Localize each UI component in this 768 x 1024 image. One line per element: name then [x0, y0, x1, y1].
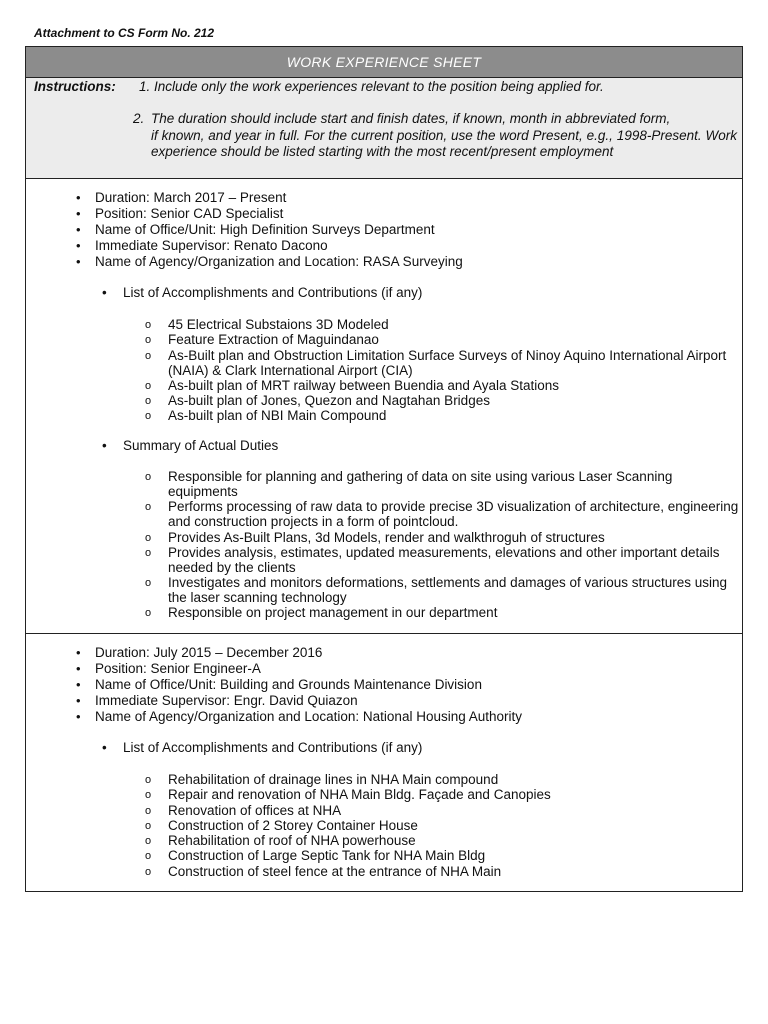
list-item: o Performs processing of raw data to provide precise 3D visualization of architecture, engineering and construction projects in a form of pointcloud.	[144, 499, 740, 529]
experience-supervisor: • Immediate Supervisor: Renato Dacono	[74, 238, 463, 254]
work-experience-sheet	[25, 46, 743, 892]
experience-entry	[26, 634, 742, 892]
list-item: o Repair and renovation of NHA Main Bldg. Façade and Canopies	[144, 787, 740, 802]
experience-position: • Position: Senior Engineer-A	[74, 661, 522, 677]
list-item: o Construction of steel fence at the entrance of NHA Main	[144, 864, 740, 879]
experience-agency: • Name of Agency/Organization and Location: National Housing Authority	[74, 709, 522, 725]
list-item: o Investigates and monitors deformations, settlements and damages of various structures using the laser scanning technology	[144, 575, 740, 605]
list-item: o Construction of 2 Storey Container House	[144, 818, 740, 833]
accomplishments-list	[144, 317, 740, 424]
list-item: o Construction of Large Septic Tank for NHA Main Bldg	[144, 848, 740, 863]
experience-office: • Name of Office/Unit: High Definition Surveys Department	[74, 222, 463, 238]
instruction-item-2-rest: if known, and year in full. For the current position, use the word Present, e.g., 1998-Present. Work experience should be listed starting with the most recent/present employment	[151, 127, 737, 159]
experience-agency: • Name of Agency/Organization and Location: RASA Surveying	[74, 254, 463, 270]
list-item: o Rehabilitation of roof of NHA powerhouse	[144, 833, 740, 848]
list-item: o As-built plan of Jones, Quezon and Nagtahan Bridges	[144, 393, 740, 408]
accomplishments-heading: • List of Accomplishments and Contributions (if any)	[100, 740, 422, 756]
instruction-item-2-number: 2.	[133, 111, 145, 126]
sheet-title: WORK EXPERIENCE SHEET	[26, 47, 742, 78]
list-item: o As-built plan of NBI Main Compound	[144, 408, 740, 423]
instruction-item-2-line1: The duration should include start and finish dates, if known, month in abbreviated form,	[151, 111, 671, 126]
form-attachment-label: Attachment to CS Form No. 212	[34, 26, 215, 40]
list-item: o Renovation of offices at NHA	[144, 803, 740, 818]
list-item: o Feature Extraction of Maguindanao	[144, 332, 740, 347]
experience-details	[74, 645, 522, 725]
list-item: o Responsible on project management in our department	[144, 605, 740, 620]
list-item: o 45 Electrical Substaions 3D Modeled	[144, 317, 740, 332]
experience-position: • Position: Senior CAD Specialist	[74, 206, 463, 222]
list-item: o Provides As-Built Plans, 3d Models, render and walkthroguh of structures	[144, 530, 740, 545]
experience-duration: • Duration: July 2015 – December 2016	[74, 645, 522, 661]
list-item: o Rehabilitation of drainage lines in NHA Main compound	[144, 772, 740, 787]
experience-duration: • Duration: March 2017 – Present	[74, 190, 463, 206]
experience-supervisor: • Immediate Supervisor: Engr. David Quiazon	[74, 693, 522, 709]
list-item: o As-Built plan and Obstruction Limitation Surface Surveys of Ninoy Aquino International Airport (NAIA) & Clark International Airport (CIA)	[144, 348, 740, 378]
experience-entry	[26, 179, 742, 634]
duties-heading: • Summary of Actual Duties	[100, 438, 278, 454]
list-item: o As-built plan of MRT railway between Buendia and Ayala Stations	[144, 378, 740, 393]
instruction-item-2	[133, 111, 737, 161]
duties-list	[144, 469, 740, 621]
list-item: o Provides analysis, estimates, updated measurements, elevations and other important details needed by the clients	[144, 545, 740, 575]
instructions-panel	[26, 78, 742, 179]
list-item: o Responsible for planning and gathering of data on site using various Laser Scanning equipments	[144, 469, 740, 499]
instructions-label: Instructions:	[34, 79, 116, 94]
accomplishments-list	[144, 772, 740, 879]
instruction-item-1: 1. Include only the work experiences relevant to the position being applied for.	[139, 79, 604, 94]
experience-office: • Name of Office/Unit: Building and Grounds Maintenance Division	[74, 677, 522, 693]
accomplishments-heading: • List of Accomplishments and Contributions (if any)	[100, 285, 422, 301]
experience-details	[74, 190, 463, 270]
